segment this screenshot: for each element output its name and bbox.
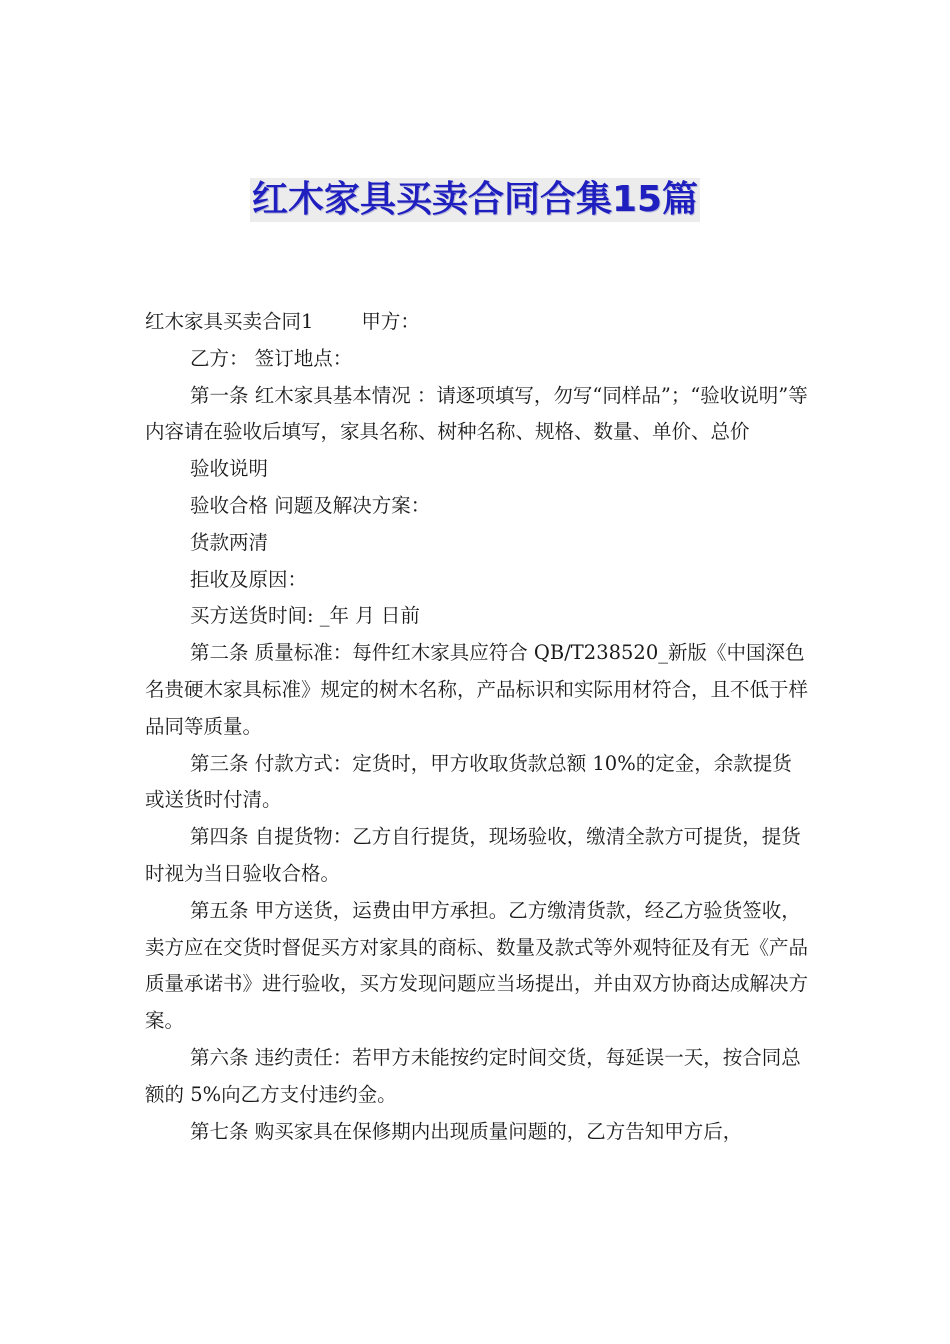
paragraph-first-line — [145, 304, 810, 341]
paragraph: 验收合格 问题及解决方案： — [190, 493, 431, 517]
party-a-label: 甲方： — [361, 310, 420, 333]
title-wrap — [0, 178, 950, 222]
paragraph: 货款两清 — [190, 530, 269, 554]
contract-heading: 红木家具买卖合同1 — [145, 310, 314, 333]
paragraph: 乙方： 签订地点： — [190, 346, 353, 370]
paragraph: 第一条 红木家具基本情况 ：请逐项填写，勿写“同样品”；“验收说明”等内容请在验收后填写，家具名称、树种名称、规格、数量、单价、总价 — [145, 383, 808, 444]
document-title: 红木家具买卖合同合集15篇 — [251, 179, 699, 220]
paragraph: 第六条 违约责任：若甲方未能按约定时间交货，每延误一天，按合同总额的 5%向乙方支付违约金。 — [145, 1045, 801, 1106]
paragraph: 验收说明 — [190, 457, 269, 481]
paragraph: 买方送货时间: _年 月 日前 — [190, 604, 420, 628]
paragraph: 第二条 质量标准：每件红木家具应符合 QB/T238520_新版《中国深色名贵硬木家具标准》规定的树木名称，产品标识和实际用材符合，且不低于样品同等质量。 — [145, 641, 809, 738]
paragraph: 第四条 自提货物：乙方自行提货，现场验收，缴清全款方可提货，提货时视为当日验收合格。 — [145, 825, 801, 885]
document-body — [145, 304, 810, 1150]
paragraph: 第五条 甲方送货，运费由甲方承担。乙方缴清货款，经乙方验货签收，卖方应在交货时督促买方对家具的商标、数量及款式等外观特征及有无《产品质量承诺书》进行验收，买方发现问题应当场提出，并由双方协商达成解决方案。 — [145, 898, 809, 1033]
paragraph: 拒收及原因： — [190, 567, 308, 591]
paragraph: 第七条 购买家具在保修期内出现质量问题的，乙方告知甲方后， — [190, 1119, 743, 1143]
paragraph: 第三条 付款方式：定货时，甲方收取货款总额 10%的定金，余款提货或送货时付清。 — [145, 751, 792, 812]
